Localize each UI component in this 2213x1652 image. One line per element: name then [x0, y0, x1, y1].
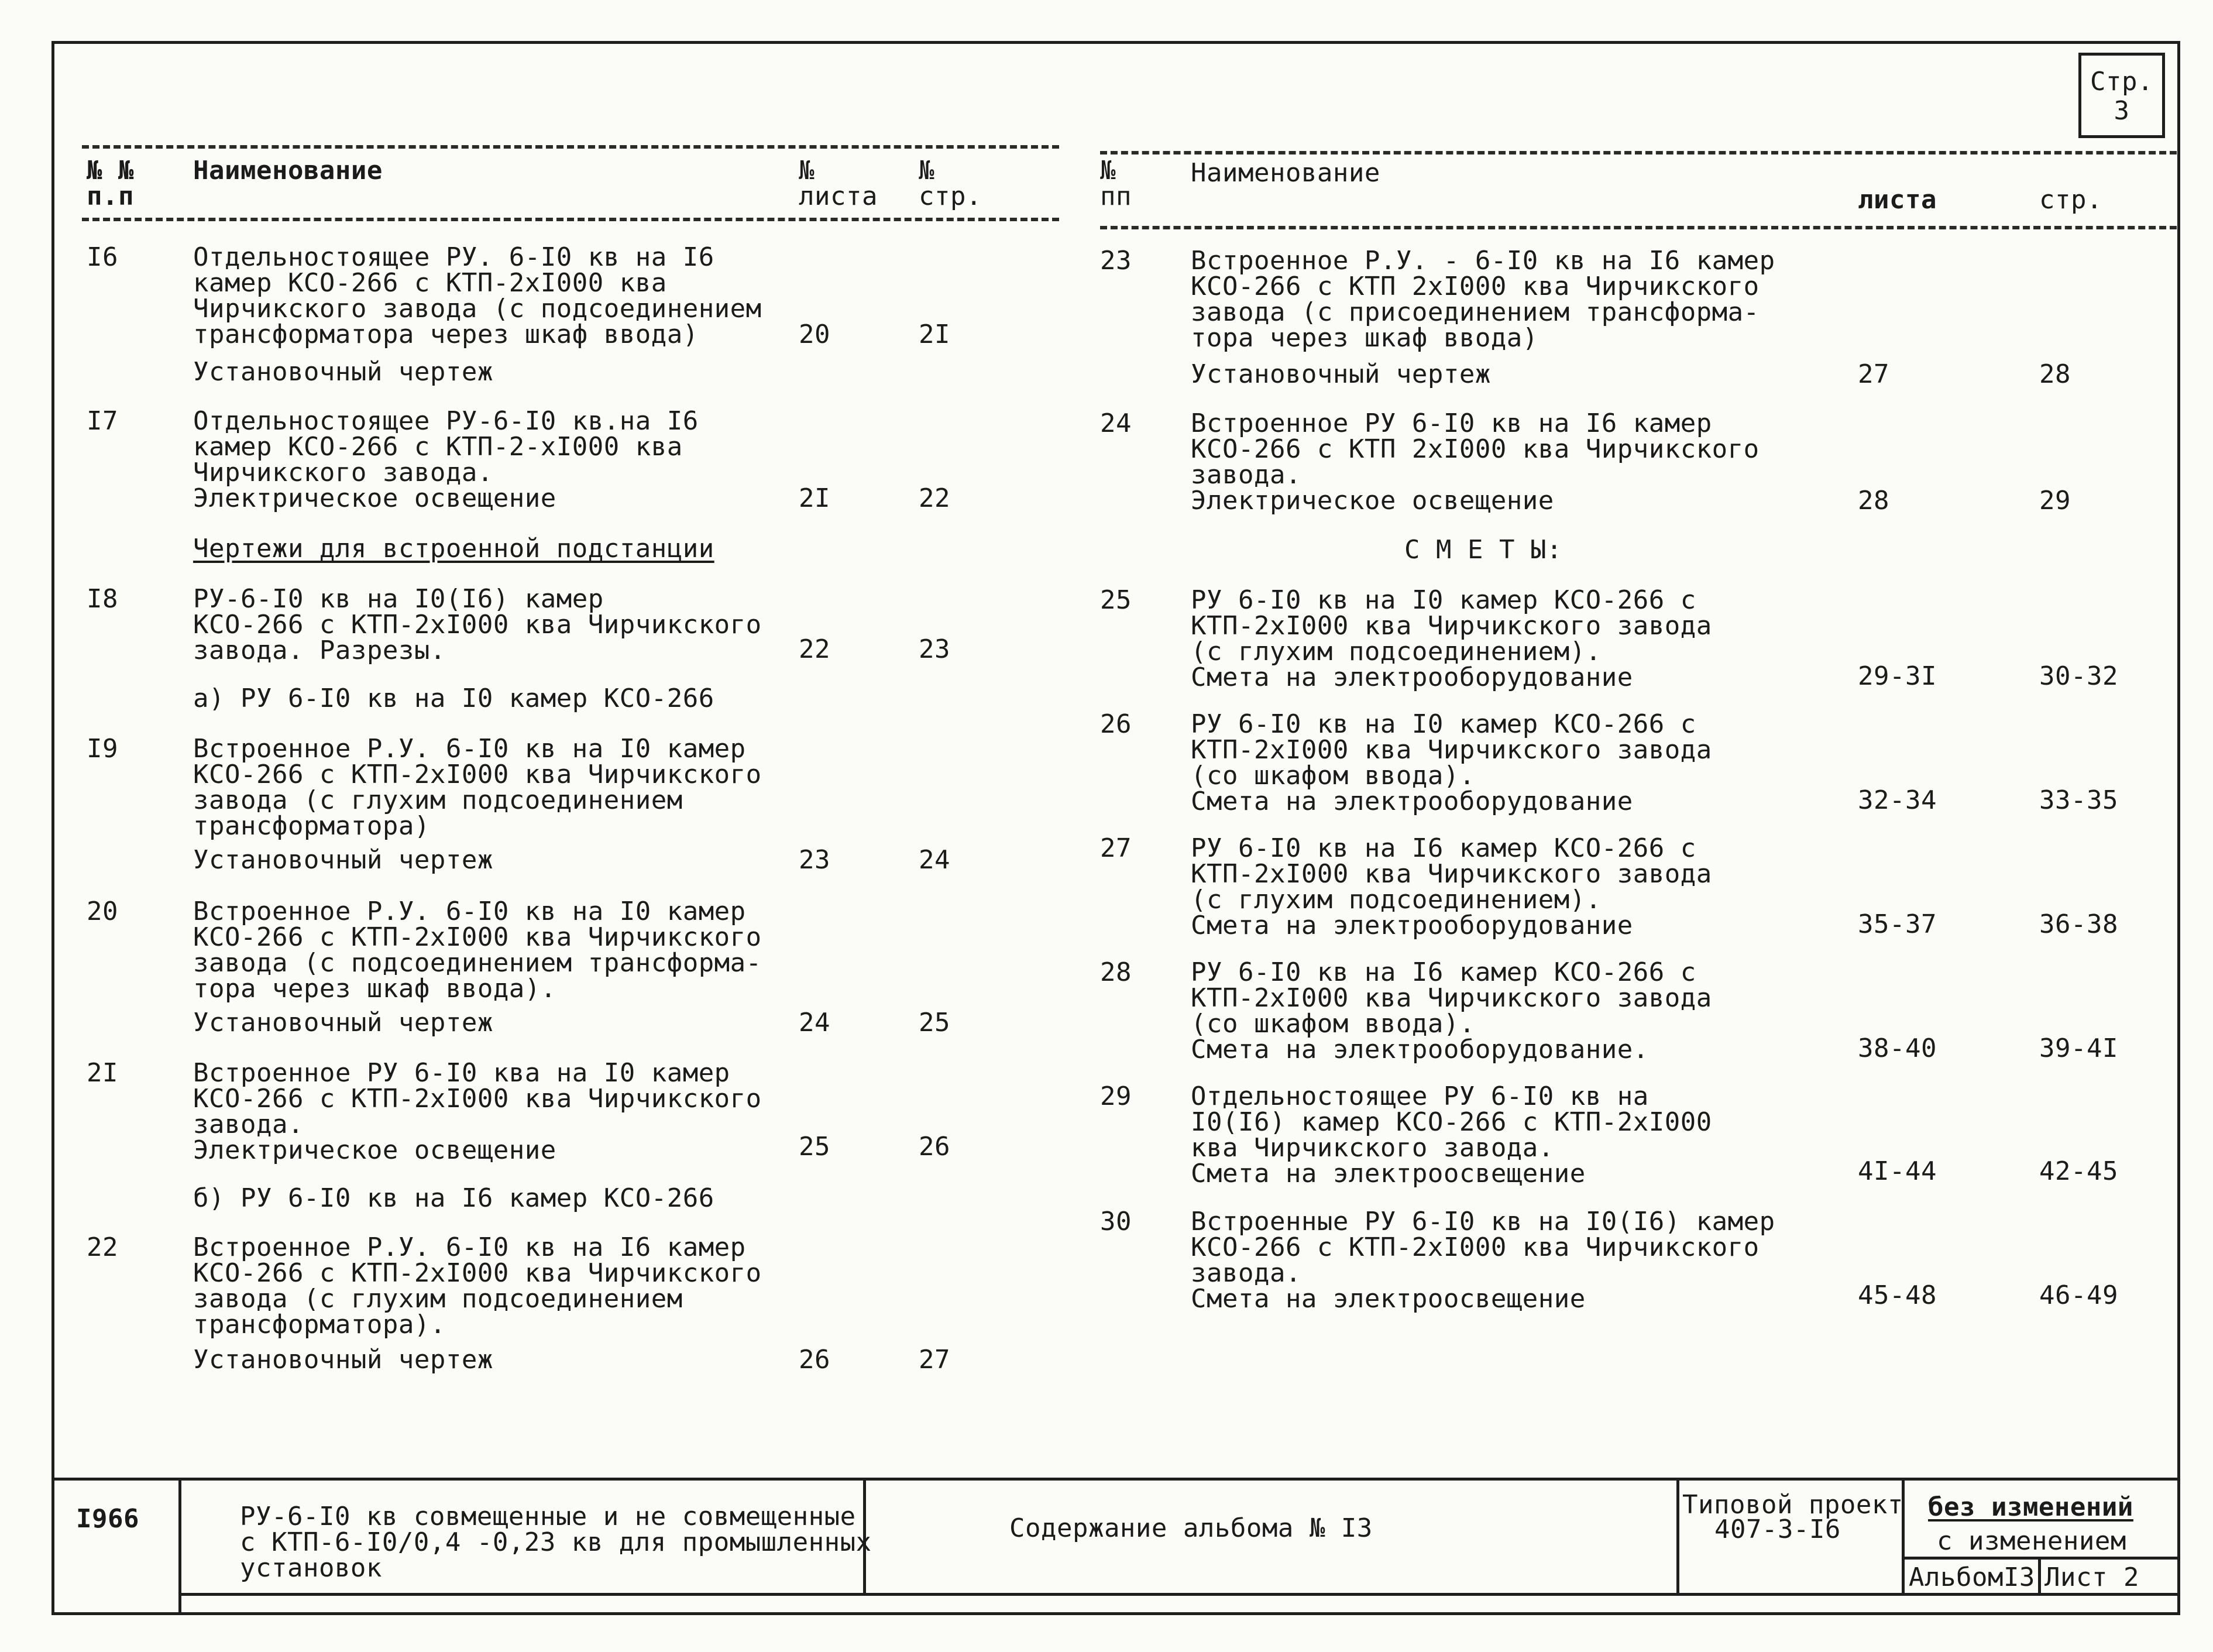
estimates-heading: С М Е Т Ы:: [1404, 535, 1562, 565]
header-rule-bottom-right: [1100, 226, 2177, 229]
page-number: 3: [2114, 96, 2130, 126]
left-header-page: № стр.: [919, 156, 982, 211]
left-header-name: Наименование: [193, 156, 383, 186]
left-header-sheet: № листа: [799, 156, 878, 211]
status-changed: с изменением: [1937, 1526, 2126, 1556]
left-header-num: № № п.п: [87, 156, 134, 211]
right-header-num: № пп: [1100, 156, 1132, 211]
project-number: 407-3-I6: [1714, 1514, 1841, 1544]
section-heading-builtin: Чертежи для встроенной подстанции: [193, 534, 714, 564]
title-block-bottom-rule: [181, 1593, 2180, 1596]
year: I966: [76, 1504, 139, 1534]
right-header-page: стр.: [2039, 185, 2102, 215]
title-block-top-rule: [51, 1478, 2180, 1481]
title-block-divider: [1676, 1478, 1679, 1595]
header-rule-bottom-left: [82, 218, 1059, 221]
status-unchanged: без изменений: [1928, 1492, 2133, 1522]
album-contents-title: Содержание альбома № I3: [1009, 1513, 1373, 1543]
title-block-rule: [1902, 1557, 2180, 1560]
project-label: Типовой проект: [1682, 1490, 1903, 1520]
subheading-b: б) РУ 6-I0 кв на I6 камер КСО-266: [193, 1183, 714, 1213]
album-number: АльбомI3: [1909, 1562, 2035, 1592]
subheading-a: а) РУ 6-I0 кв на I0 камер КСО-266: [193, 684, 714, 713]
page-label: Стр.: [2090, 67, 2153, 97]
header-rule-top-left: [82, 145, 1059, 149]
right-header-sheet: листа: [1858, 185, 1937, 215]
right-header-name: Наименование: [1191, 158, 1380, 188]
title-block-divider: [2038, 1557, 2041, 1595]
sheet-number: Лист 2: [2044, 1562, 2139, 1592]
header-rule-top-right: [1100, 151, 2177, 154]
project-description: РУ-6-I0 кв совмещенные и не совмещенные с КТП-6-I0/0,4 -0,23 кв для промышленных установок: [240, 1502, 872, 1583]
